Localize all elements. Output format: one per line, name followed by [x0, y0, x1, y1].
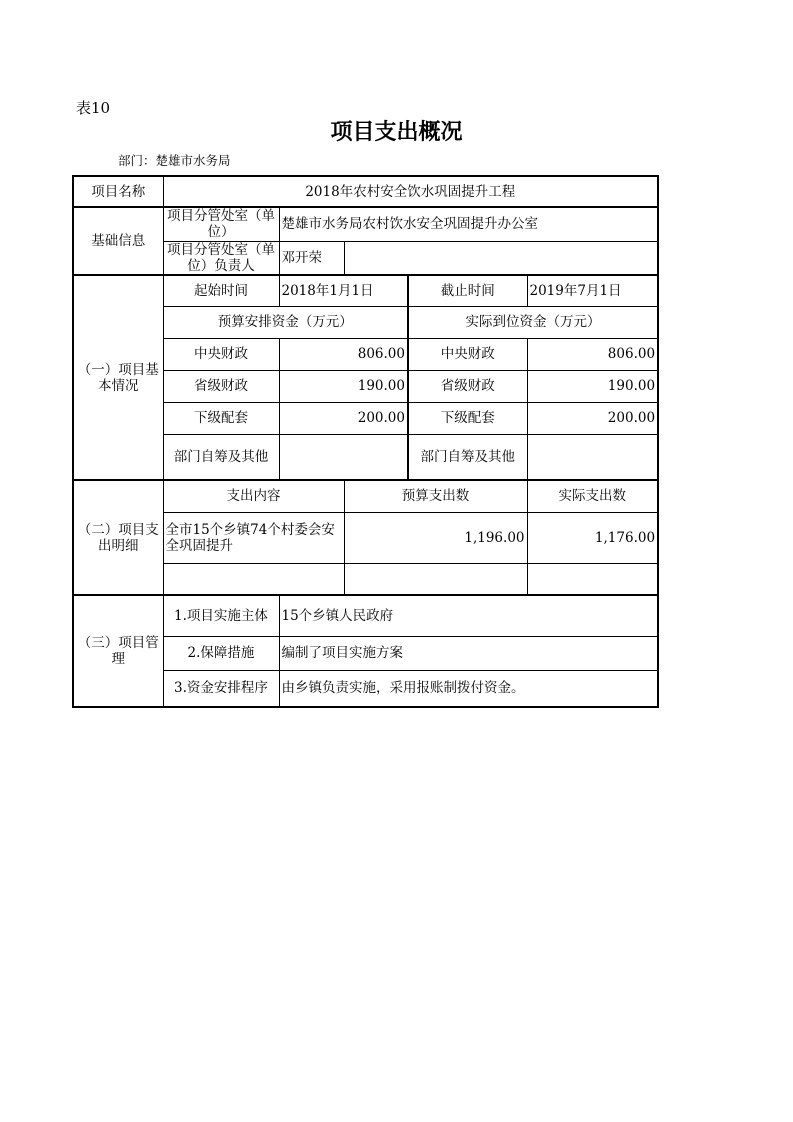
end-time-value: 2019年7月1日 — [527, 275, 658, 306]
management-label: 3.资金安排程序 — [163, 670, 279, 707]
budget-fund-header: 预算安排资金（万元） — [163, 306, 408, 338]
section2-label: （二）项目支出明细 — [73, 480, 163, 595]
page-label: 表10 — [76, 99, 111, 117]
fund-budget-value — [279, 434, 408, 480]
end-time-label: 截止时间 — [408, 275, 527, 306]
fund-budget-label: 中央财政 — [163, 338, 279, 370]
time-row — [73, 275, 658, 306]
fund-actual-label: 省级财政 — [408, 370, 527, 402]
project-name-value: 2018年农村安全饮水巩固提升工程 — [163, 176, 658, 207]
management-value: 编制了项目实施方案 — [279, 636, 658, 670]
fund-actual-value — [527, 434, 658, 480]
fund-actual-value: 806.00 — [527, 338, 658, 370]
expense-empty-cell — [163, 563, 344, 595]
management-value: 由乡镇负责实施，采用报账制拨付资金。 — [279, 670, 658, 707]
start-time-label: 起始时间 — [163, 275, 279, 306]
fund-actual-label: 部门自筹及其他 — [408, 434, 527, 480]
lead-label: 项目分管处室（单位）负责人 — [163, 241, 279, 275]
basic-office-row — [73, 207, 658, 241]
fund-actual-label: 下级配套 — [408, 402, 527, 434]
fund-actual-value: 190.00 — [527, 370, 658, 402]
project-name-label: 项目名称 — [73, 176, 163, 207]
fund-actual-value: 200.00 — [527, 402, 658, 434]
basic-info-label: 基础信息 — [73, 207, 163, 275]
expense-empty-cell — [344, 563, 527, 595]
fund-budget-label: 省级财政 — [163, 370, 279, 402]
project-name-row — [73, 176, 658, 207]
fund-budget-value: 190.00 — [279, 370, 408, 402]
expense-empty-cell — [527, 563, 658, 595]
expense-content: 全市15个乡镇74个村委会安全巩固提升 — [163, 512, 344, 563]
office-value: 楚雄市水务局农村饮水安全巩固提升办公室 — [279, 207, 658, 241]
expense-budget-header: 预算支出数 — [344, 480, 527, 512]
fund-budget-label: 部门自筹及其他 — [163, 434, 279, 480]
office-label: 项目分管处室（单位） — [163, 207, 279, 241]
expense-actual-header: 实际支出数 — [527, 480, 658, 512]
start-time-value: 2018年1月1日 — [279, 275, 408, 306]
project-expenditure-table — [72, 175, 659, 708]
fund-actual-label: 中央财政 — [408, 338, 527, 370]
actual-fund-header: 实际到位资金（万元） — [408, 306, 658, 338]
expense-content-header: 支出内容 — [163, 480, 344, 512]
section3-label: （三）项目管理 — [73, 595, 163, 707]
lead-empty-cell — [344, 241, 658, 275]
fund-budget-label: 下级配套 — [163, 402, 279, 434]
fund-budget-value: 806.00 — [279, 338, 408, 370]
expense-actual: 1,176.00 — [527, 512, 658, 563]
expense-budget: 1,196.00 — [344, 512, 527, 563]
management-value: 15个乡镇人民政府 — [279, 595, 658, 636]
lead-value: 邓开荣 — [279, 241, 344, 275]
expense-header-row — [73, 480, 658, 512]
section1-label: （一）项目基本情况 — [73, 275, 163, 480]
management-label: 1.项目实施主体 — [163, 595, 279, 636]
fund-budget-value: 200.00 — [279, 402, 408, 434]
management-label: 2.保障措施 — [163, 636, 279, 670]
management-row — [73, 595, 658, 636]
page-title: 项目支出概况 — [330, 120, 463, 145]
department-label: 部门：楚雄市水务局 — [118, 153, 231, 168]
